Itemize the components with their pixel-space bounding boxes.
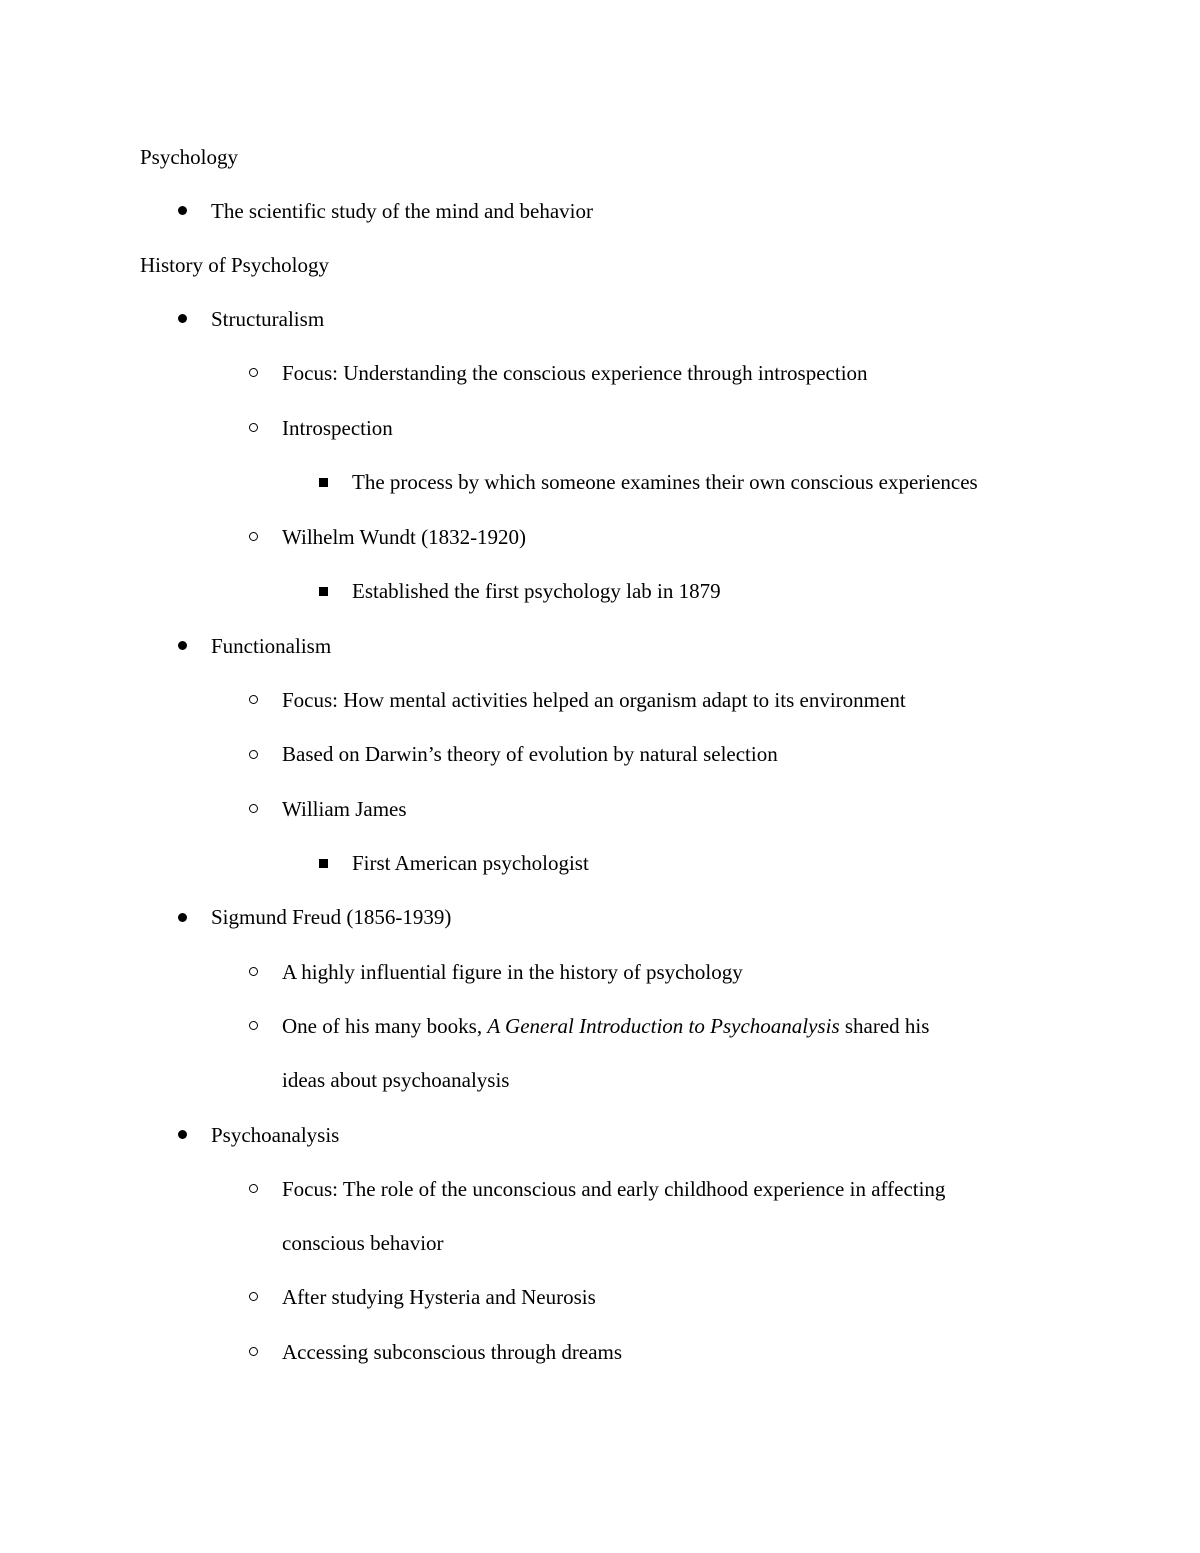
- bullet-ring-icon: [249, 695, 258, 704]
- bullet-dot-icon: [178, 641, 187, 650]
- bullet-dot-icon: [178, 206, 187, 215]
- bullet-ring-icon: [249, 423, 258, 432]
- freud-influential: A highly influential figure in the history of psychology: [282, 960, 743, 984]
- darwin-text: Based on Darwin’s theory of evolution by natural selection: [282, 742, 778, 766]
- freud-book-prefix: One of his many books,: [282, 1014, 488, 1038]
- introspection-label: Introspection: [282, 416, 393, 440]
- functionalism-label: Functionalism: [211, 634, 332, 658]
- dreams-text: Accessing subconscious through dreams: [282, 1340, 623, 1364]
- bullet-square-icon: [319, 859, 328, 868]
- structuralism-focus: Focus: Understanding the conscious experience through introspection: [282, 361, 868, 385]
- freud-book-line: [282, 1013, 929, 1039]
- heading-psychology: Psychology: [140, 145, 239, 169]
- freud-book-line2: ideas about psychoanalysis: [282, 1068, 510, 1092]
- bullet-dot-icon: [178, 1130, 187, 1139]
- freud-book-title: A General Introduction to Psychoanalysis: [487, 1014, 840, 1038]
- bullet-square-icon: [319, 478, 328, 487]
- bullet-dot-icon: [178, 913, 187, 922]
- structuralism-label: Structuralism: [211, 307, 325, 331]
- definition-text: The scientific study of the mind and behavior: [211, 199, 593, 223]
- bullet-ring-icon: [249, 1184, 258, 1193]
- psychoanalysis-focus-line1: Focus: The role of the unconscious and early childhood experience in affecting: [282, 1177, 946, 1201]
- wundt-detail: Established the first psychology lab in 1879: [352, 579, 721, 603]
- heading-history: History of Psychology: [140, 253, 329, 277]
- psychoanalysis-label: Psychoanalysis: [211, 1123, 340, 1147]
- bullet-ring-icon: [249, 750, 258, 759]
- freud-book-suffix: shared his: [839, 1014, 930, 1038]
- bullet-dot-icon: [178, 314, 187, 323]
- bullet-ring-icon: [249, 967, 258, 976]
- james-detail: First American psychologist: [352, 851, 589, 875]
- james-label: William James: [282, 797, 407, 821]
- wundt-label: Wilhelm Wundt (1832-1920): [282, 525, 527, 549]
- bullet-ring-icon: [249, 1021, 258, 1030]
- bullet-ring-icon: [249, 1347, 258, 1356]
- hysteria-text: After studying Hysteria and Neurosis: [282, 1285, 596, 1309]
- bullet-ring-icon: [249, 368, 258, 377]
- freud-label: Sigmund Freud (1856-1939): [211, 905, 452, 929]
- bullet-ring-icon: [249, 804, 258, 813]
- bullet-ring-icon: [249, 1292, 258, 1301]
- functionalism-focus: Focus: How mental activities helped an organism adapt to its environment: [282, 688, 906, 712]
- introspection-definition: The process by which someone examines their own conscious experiences: [352, 470, 978, 494]
- psychoanalysis-focus-line2: conscious behavior: [282, 1231, 444, 1255]
- bullet-ring-icon: [249, 532, 258, 541]
- bullet-square-icon: [319, 587, 328, 596]
